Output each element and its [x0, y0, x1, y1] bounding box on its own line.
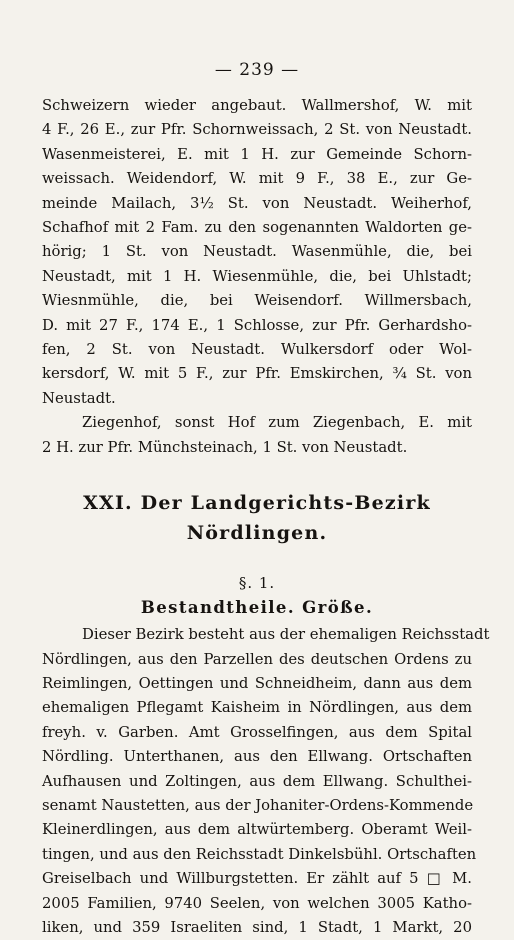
text-line: 2 H. zur Pfr. Münchsteinach, 1 St. von Neustadt.: [42, 438, 408, 456]
text-line: Wasenmeisterei, E. mit 1 H. zur Gemeinde Schorn-: [42, 145, 472, 163]
text-line: Ziegenhof, sonst Hof zum Ziegenbach, E. mit: [82, 414, 472, 432]
text-line: Greiselbach und Willburgstetten. Er zählt auf 5 □ M.: [42, 870, 472, 888]
page-number: — 239 —: [214, 60, 300, 80]
text-line: kersdorf, W. mit 5 F., zur Pfr. Emskirchen, ¾ St. von: [42, 365, 472, 383]
text-line: Wiesnmühle, die, bei Weisendorf. Willmersbach,: [42, 292, 472, 310]
text-line: Neustadt, mit 1 H. Wiesenmühle, die, bei Uhlstadt;: [42, 267, 472, 285]
text-line: Schweizern wieder angebaut. Wallmershof, W. mit: [42, 97, 472, 114]
text-line: fen, 2 St. von Neustadt. Wulkersdorf oder Wol-: [42, 341, 472, 359]
text-line: ehemaligen Pflegamt Kaisheim in Nördlingen, aus dem: [42, 699, 472, 717]
chapter-heading-continued: Nördlingen.: [186, 522, 328, 545]
text-line: freyh. v. Garben. Amt Grosselfingen, aus dem Spital: [42, 723, 472, 741]
text-line: Kleinerdlingen, aus dem altwürtemberg. Oberamt Weil-: [42, 821, 472, 839]
chapter-heading: XXI. Der Landgerichts-Bezirk: [83, 492, 431, 515]
text-line: senamt Naustetten, aus der Johaniter-Ordens-Kommende: [42, 796, 474, 814]
text-line: liken, und 359 Israeliten sind, 1 Stadt, 1 Markt, 20: [42, 918, 472, 936]
section-mark: §. 1.: [238, 574, 276, 593]
text-line: Reimlingen, Oettingen und Schneidheim, dann aus dem: [42, 674, 472, 692]
text-line: 2005 Familien, 9740 Seelen, von welchen 3005 Katho-: [42, 894, 472, 912]
text-line: Aufhausen und Zoltingen, aus dem Ellwang. Schulthei-: [42, 772, 472, 790]
text-line: Schafhof mit 2 Fam. zu den sogenannten Waldorten ge-: [42, 219, 472, 237]
text-line: Dieser Bezirk besteht aus der ehemaligen Reichsstadt: [82, 626, 490, 644]
district-description-paragraph: [42, 623, 490, 940]
text-line: Neustadt.: [42, 389, 116, 407]
text-line: Nördling. Unterthanen, aus den Ellwang. Ortschaften: [42, 748, 472, 766]
text-line: D. mit 27 F., 174 E., 1 Schlosse, zur Pfr. Gerhardsho-: [42, 316, 472, 334]
text-line: weissach. Weidendorf, W. mit 9 F., 38 E., zur Ge-: [42, 170, 472, 188]
section-title: Bestandtheile. Größe.: [140, 598, 374, 618]
text-line: tingen, und aus den Reichsstadt Dinkelsbühl. Ortschaften: [42, 845, 477, 863]
text-line: 4 F., 26 E., zur Pfr. Schornweissach, 2 St. von Neustadt.: [42, 121, 472, 139]
text-line: hörig; 1 St. von Neustadt. Wasenmühle, die, bei: [42, 243, 472, 261]
place-entries-paragraph: [42, 94, 472, 411]
text-line: Nördlingen, aus den Parzellen des deutschen Ordens zu: [42, 650, 472, 668]
text-line: meinde Mailach, 3½ St. von Neustadt. Weiherhof,: [42, 194, 472, 212]
ziegenhof-paragraph: [42, 411, 472, 460]
